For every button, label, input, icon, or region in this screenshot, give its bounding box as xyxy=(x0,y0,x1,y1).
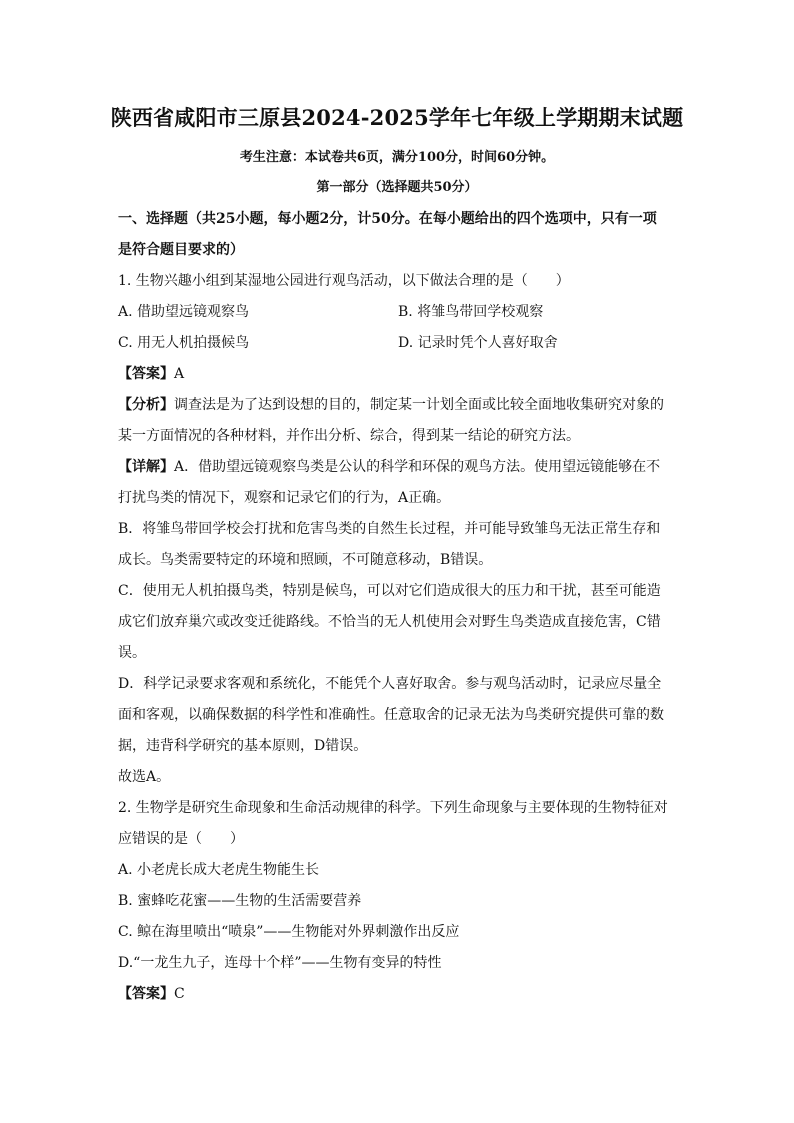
q2-option-b: B. 蜜蜂吃花蜜——生物的生活需要营养 xyxy=(118,893,362,909)
q1-analysis-line2: 某一方面情况的各种材料，并作出分析、综合，得到某一结论的研究方法。 xyxy=(118,428,580,444)
exam-notice: 考生注意：本试卷共6页，满分100分，时间60分钟。 xyxy=(239,150,555,165)
q1-detail-d1: D．科学记录要求客观和系统化，不能凭个人喜好取舍。参与观鸟活动时，记录应尽量全 xyxy=(118,676,662,692)
q1-analysis-line1 xyxy=(118,390,678,421)
q1-detail-b2: 成长。鸟类需要特定的环境和照顾，不可随意移动，B错误。 xyxy=(118,552,493,568)
exam-title: 陕西省咸阳市三原县2024-2025学年七年级上学期期末试题 xyxy=(110,105,684,130)
q2-answer xyxy=(118,979,678,1010)
q1-options-row2 xyxy=(118,328,678,359)
q2-option-c: C. 鲸在海里喷出“喷泉”——生物能对外界刺激作出反应 xyxy=(118,924,460,940)
detail-text: A．借助望远镜观察鸟类是公认的科学和环保的观鸟方法。使用望远镜能够在不 xyxy=(174,459,661,475)
q1-option-d: D. 记录时凭个人喜好取舍 xyxy=(398,335,558,351)
q1-detail-a2: 打扰鸟类的情况下，观察和记录它们的行为，A正确。 xyxy=(118,490,451,506)
q2-stem-line2: 应错误的是（ ） xyxy=(118,831,244,847)
exam-content xyxy=(118,204,678,1010)
q1-detail-d2: 面和客观，以确保数据的科学性和准确性。任意取舍的记录无法为鸟类研究提供可靠的数 xyxy=(118,707,664,723)
q2-option-a: A. 小老虎长成大老虎生物能生长 xyxy=(118,862,320,878)
q1-detail-a1 xyxy=(118,452,678,483)
section-heading-line2: 是符合题目要求的） xyxy=(118,242,244,258)
answer-value: C xyxy=(174,986,185,1002)
q2-option-d: D.“一龙生九子，连母十个样”——生物有变异的特性 xyxy=(118,955,442,971)
answer-value: A xyxy=(174,366,185,382)
q1-detail-c3: 误。 xyxy=(118,645,146,661)
q1-answer xyxy=(118,359,678,390)
q1-options-row1 xyxy=(118,297,678,328)
q1-stem: 1. 生物兴趣小组到某湿地公园进行观鸟活动，以下做法合理的是（ ） xyxy=(118,273,570,289)
answer-tag: 【答案】 xyxy=(118,366,174,382)
part-heading: 第一部分（选择题共50分） xyxy=(316,180,478,195)
q1-option-c: C. 用无人机拍摄候鸟 xyxy=(118,335,250,351)
q1-detail-b1: B．将雏鸟带回学校会打扰和危害鸟类的自然生长过程，并可能导致雏鸟无法正常生存和 xyxy=(118,521,661,537)
q1-detail-c2: 成它们放弃巢穴或改变迁徙路线。不恰当的无人机使用会对野生鸟类造成直接危害，C错 xyxy=(118,614,661,630)
q1-conclusion: 故选A。 xyxy=(118,769,171,785)
section-heading-line1: 一、选择题（共25小题，每小题2分，计50分。在每小题给出的四个选项中，只有一项 xyxy=(118,211,657,227)
analysis-tag: 【分析】 xyxy=(118,397,174,413)
q1-detail-d3: 据，违背科学研究的基本原则，D错误。 xyxy=(118,738,368,754)
q1-option-b: B. 将雏鸟带回学校观察 xyxy=(398,304,544,320)
q1-option-a: A. 借助望远镜观察鸟 xyxy=(118,304,250,320)
analysis-text: 调查法是为了达到设想的目的，制定某一计划全面或比较全面地收集研究对象的 xyxy=(174,397,664,413)
answer-tag: 【答案】 xyxy=(118,986,174,1002)
q1-detail-c1: C．使用无人机拍摄鸟类，特别是候鸟，可以对它们造成很大的压力和干扰，甚至可能造 xyxy=(118,583,661,599)
q2-stem-line1: 2. 生物学是研究生命现象和生命活动规律的科学。下列生命现象与主要体现的生物特征对 xyxy=(118,800,668,816)
detail-tag: 【详解】 xyxy=(118,459,174,475)
